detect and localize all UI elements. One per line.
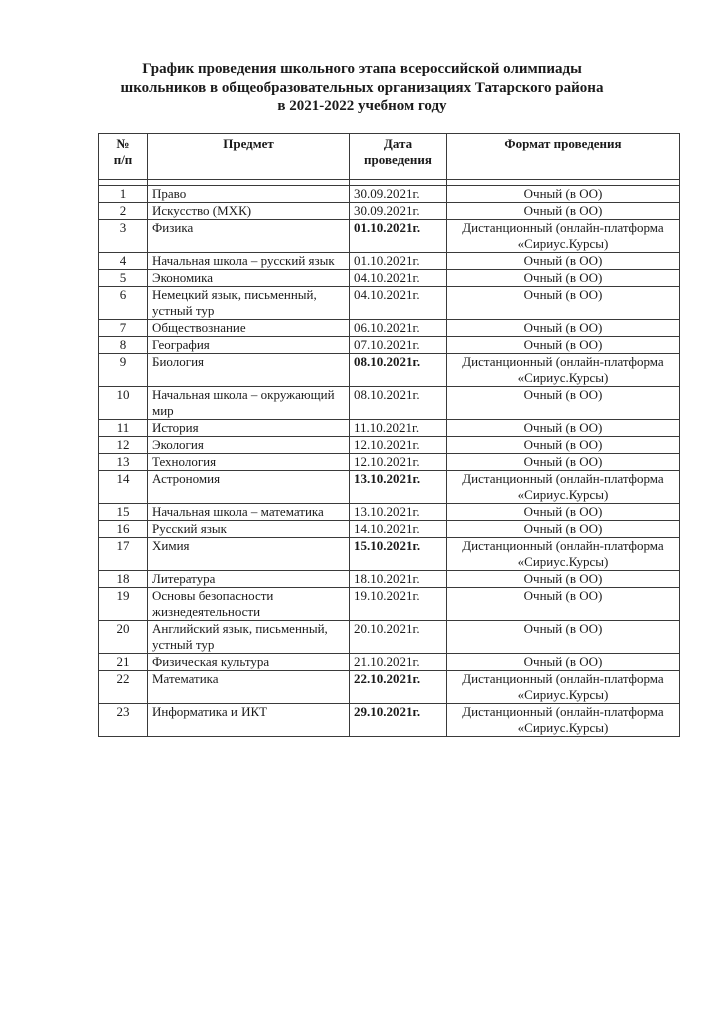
row-number: 16 [99,521,148,538]
table-row [99,186,680,203]
row-format: Очный (в ОО) [447,270,680,287]
row-format: Дистанционный (онлайн-платформа «Сириус.Курсы) [447,471,680,504]
row-format: Дистанционный (онлайн-платформа «Сириус.Курсы) [447,354,680,387]
table-row [99,253,680,270]
table-row [99,354,680,387]
row-format: Очный (в ОО) [447,504,680,521]
row-subject: Основы безопасности жизнедеятельности [148,588,350,621]
row-subject: Начальная школа – окружающий мир [148,387,350,420]
table-row [99,220,680,253]
row-date: 18.10.2021г. [350,571,447,588]
header-num [99,134,148,180]
row-number: 13 [99,454,148,471]
row-subject: Искусство (МХК) [148,203,350,220]
row-subject: Биология [148,354,350,387]
header-date-line-2: проведения [364,152,432,167]
row-format: Очный (в ОО) [447,571,680,588]
row-format: Очный (в ОО) [447,253,680,270]
row-subject: Математика [148,671,350,704]
row-date: 04.10.2021г. [350,270,447,287]
row-subject: Литература [148,571,350,588]
table-row [99,704,680,737]
row-number: 18 [99,571,148,588]
row-date: 13.10.2021г. [350,471,447,504]
row-number: 22 [99,671,148,704]
row-date: 29.10.2021г. [350,704,447,737]
row-number: 6 [99,287,148,320]
row-number: 12 [99,437,148,454]
row-subject: Технология [148,454,350,471]
row-subject: Астрономия [148,471,350,504]
table-row [99,387,680,420]
table-row [99,203,680,220]
row-subject: Обществознание [148,320,350,337]
header-format: Формат проведения [447,134,680,180]
row-number: 5 [99,270,148,287]
row-subject: География [148,337,350,354]
header-num-line-2: п/п [113,152,133,167]
row-number: 1 [99,186,148,203]
table-row [99,454,680,471]
row-number: 19 [99,588,148,621]
row-format: Очный (в ОО) [447,287,680,320]
row-subject: История [148,420,350,437]
document-title [60,60,664,116]
row-format: Очный (в ОО) [447,320,680,337]
row-subject: Физическая культура [148,654,350,671]
row-subject: Немецкий язык, письменный, устный тур [148,287,350,320]
row-number: 23 [99,704,148,737]
row-date: 30.09.2021г. [350,203,447,220]
row-date: 14.10.2021г. [350,521,447,538]
row-format: Дистанционный (онлайн-платформа «Сириус.Курсы) [447,671,680,704]
header-date-line-1: Дата [383,136,413,151]
row-format: Очный (в ОО) [447,337,680,354]
row-number: 8 [99,337,148,354]
row-date: 21.10.2021г. [350,654,447,671]
row-subject: Физика [148,220,350,253]
row-number: 3 [99,220,148,253]
title-line-1: График проведения школьного этапа всероссийской олимпиады [142,61,582,77]
row-subject: Русский язык [148,521,350,538]
row-subject: Экология [148,437,350,454]
row-date: 08.10.2021г. [350,354,447,387]
row-number: 4 [99,253,148,270]
row-subject: Химия [148,538,350,571]
row-format: Очный (в ОО) [447,621,680,654]
table-row [99,420,680,437]
row-format: Очный (в ОО) [447,203,680,220]
row-number: 14 [99,471,148,504]
row-date: 22.10.2021г. [350,671,447,704]
row-date: 11.10.2021г. [350,420,447,437]
row-number: 17 [99,538,148,571]
row-date: 12.10.2021г. [350,454,447,471]
row-format: Очный (в ОО) [447,654,680,671]
row-number: 15 [99,504,148,521]
title-line-2: школьников в общеобразовательных организациях Татарского района [120,79,604,96]
table-row [99,538,680,571]
table-row [99,521,680,538]
header-subject: Предмет [148,134,350,180]
header-num-line-1: № [116,136,130,151]
row-format: Дистанционный (онлайн-платформа «Сириус.Курсы) [447,538,680,571]
row-format: Дистанционный (онлайн-платформа «Сириус.Курсы) [447,220,680,253]
table-row [99,471,680,504]
row-subject: Английский язык, письменный, устный тур [148,621,350,654]
row-subject: Экономика [148,270,350,287]
row-date: 07.10.2021г. [350,337,447,354]
row-format: Очный (в ОО) [447,437,680,454]
row-number: 7 [99,320,148,337]
row-subject: Право [148,186,350,203]
row-subject: Начальная школа – математика [148,504,350,521]
row-number: 11 [99,420,148,437]
table-row [99,504,680,521]
row-date: 01.10.2021г. [350,220,447,253]
row-format: Очный (в ОО) [447,186,680,203]
table-row [99,437,680,454]
row-date: 06.10.2021г. [350,320,447,337]
row-date: 30.09.2021г. [350,186,447,203]
table-row [99,287,680,320]
row-format: Очный (в ОО) [447,420,680,437]
row-date: 04.10.2021г. [350,287,447,320]
row-date: 20.10.2021г. [350,621,447,654]
table-header-row [99,134,680,180]
table-row [99,270,680,287]
title-line-3: в 2021-2022 учебном году [277,98,447,114]
row-format: Очный (в ОО) [447,454,680,471]
row-subject: Начальная школа – русский язык [148,253,350,270]
row-number: 9 [99,354,148,387]
table-row [99,320,680,337]
row-format: Очный (в ОО) [447,387,680,420]
row-number: 2 [99,203,148,220]
table-row [99,671,680,704]
row-date: 13.10.2021г. [350,504,447,521]
table-row [99,571,680,588]
row-date: 01.10.2021г. [350,253,447,270]
table-row [99,621,680,654]
header-date [350,134,447,180]
row-format: Очный (в ОО) [447,588,680,621]
table-row [99,337,680,354]
row-format: Дистанционный (онлайн-платформа «Сириус.Курсы) [447,704,680,737]
row-date: 19.10.2021г. [350,588,447,621]
row-number: 10 [99,387,148,420]
schedule-table [98,133,680,737]
table-row [99,588,680,621]
row-date: 08.10.2021г. [350,387,447,420]
row-number: 20 [99,621,148,654]
row-number: 21 [99,654,148,671]
row-subject: Информатика и ИКТ [148,704,350,737]
row-format: Очный (в ОО) [447,521,680,538]
row-date: 15.10.2021г. [350,538,447,571]
table-row [99,654,680,671]
row-date: 12.10.2021г. [350,437,447,454]
